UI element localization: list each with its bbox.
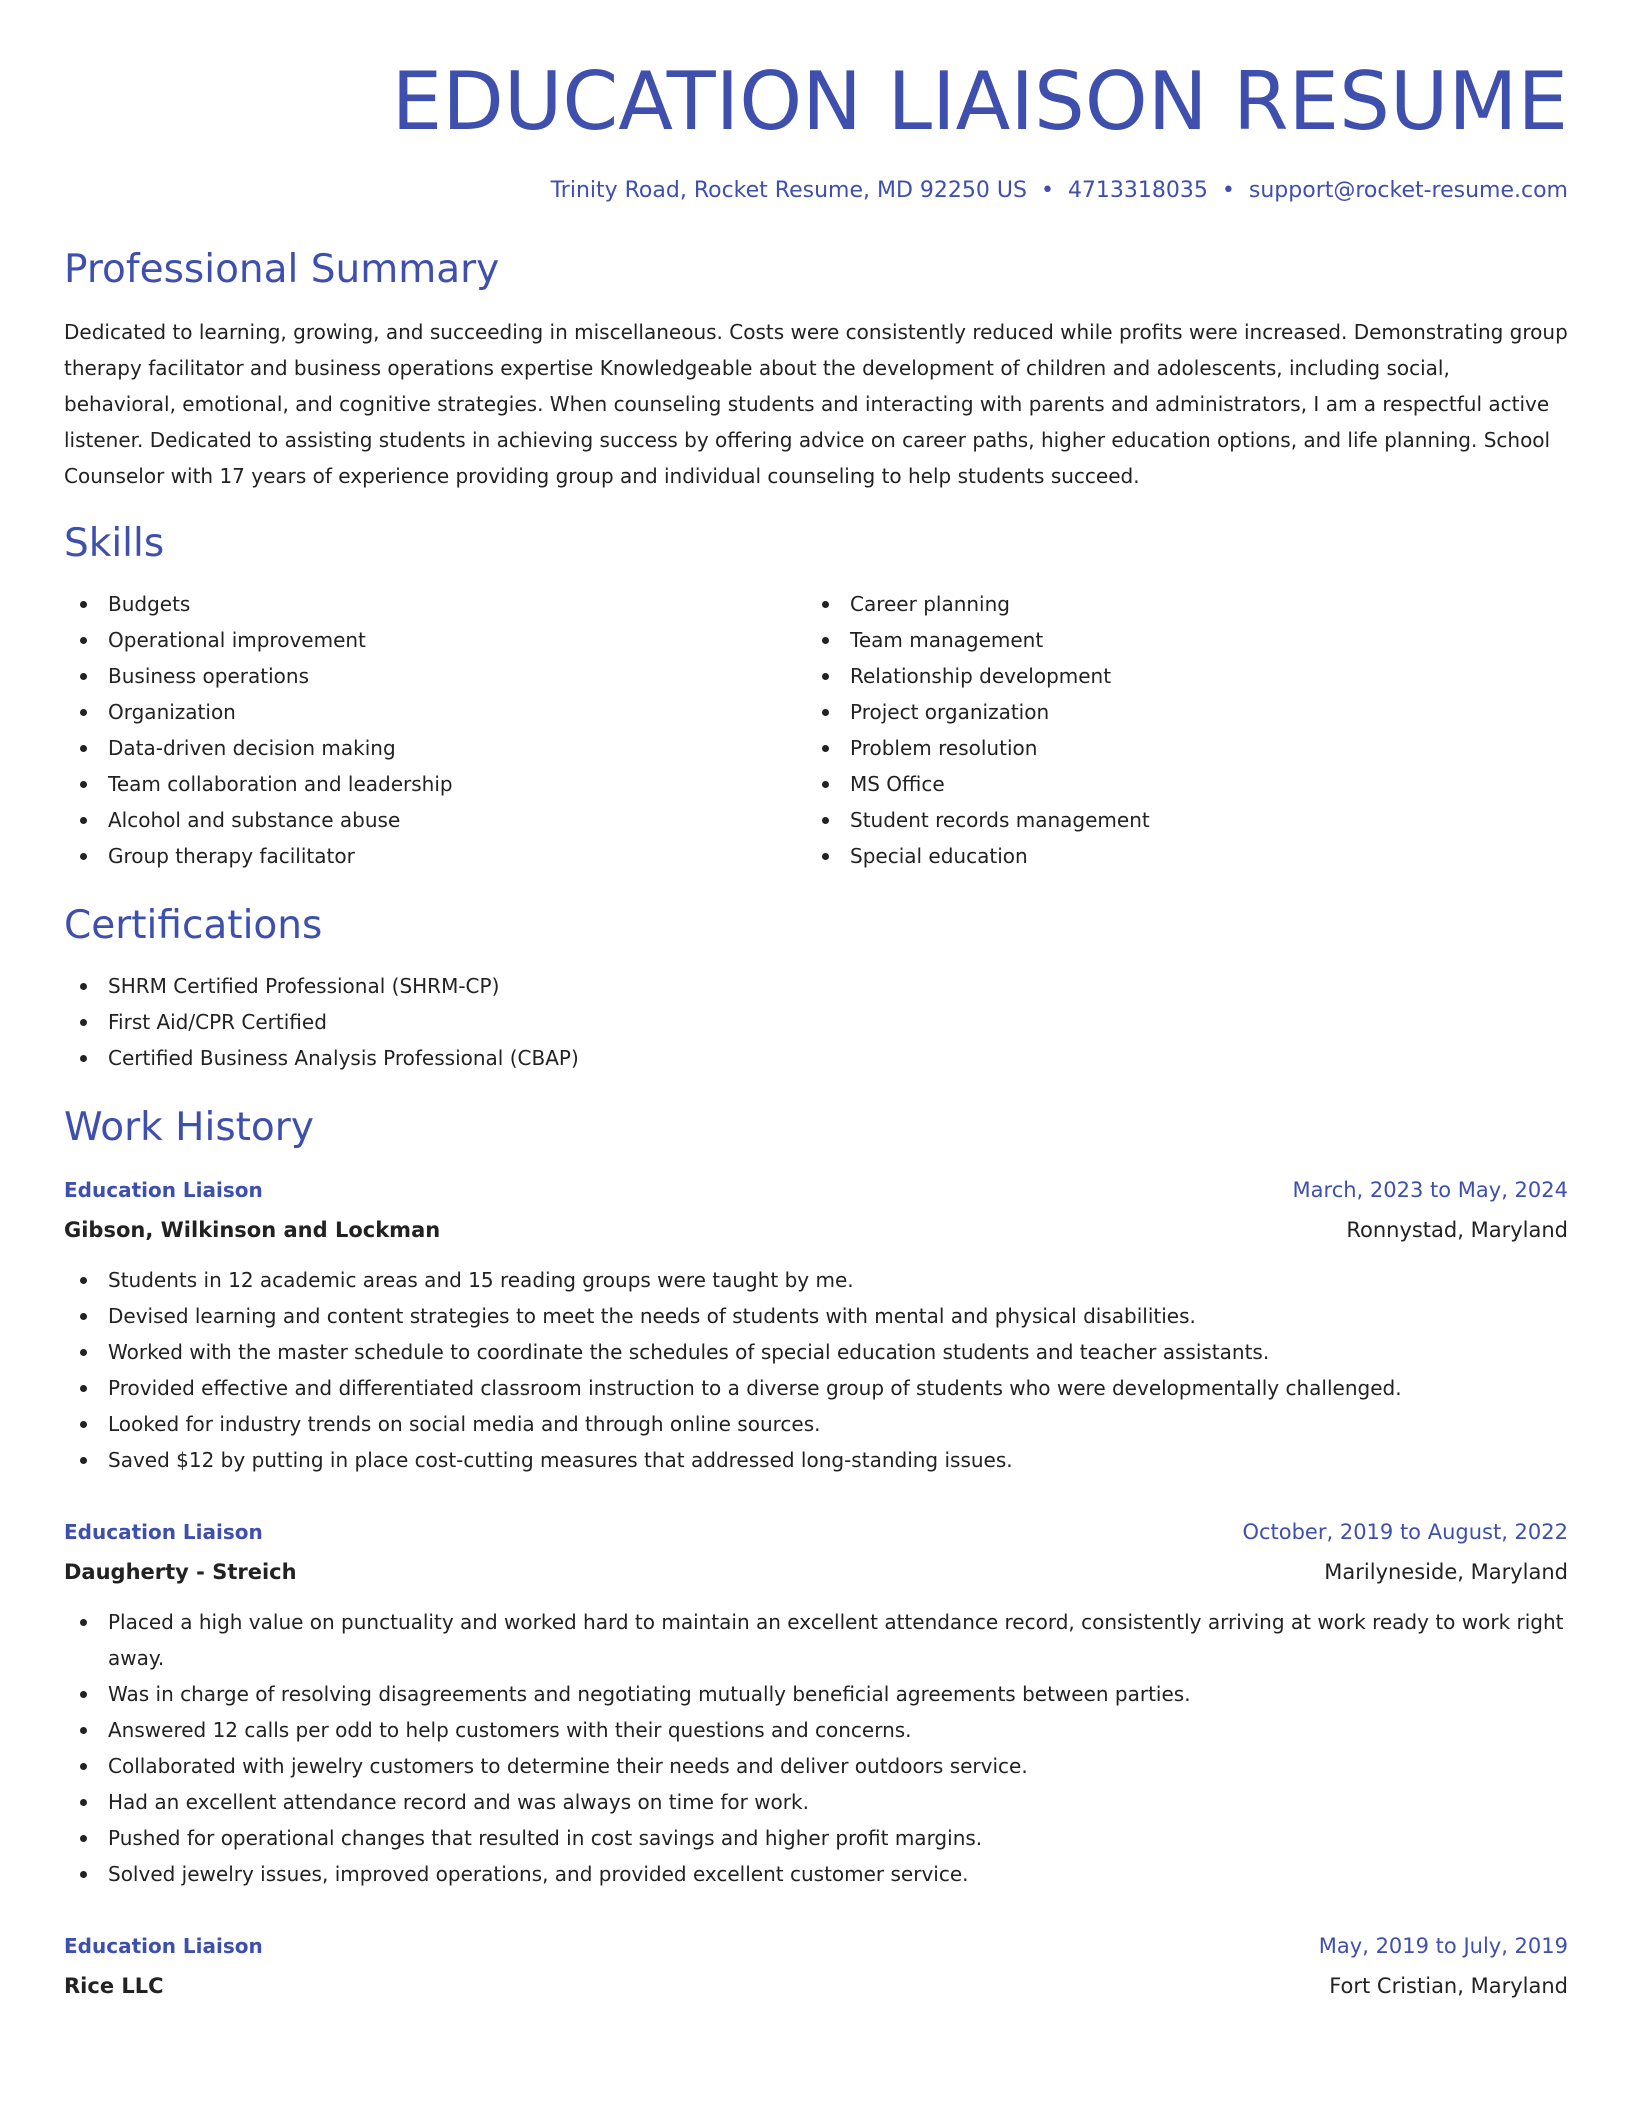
skill-item: Special education — [806, 838, 1548, 874]
skills-grid — [64, 586, 1568, 874]
job-bullet: Was in charge of resolving disagreements and negotiating mutually beneficial agreements between parties. — [64, 1676, 1568, 1712]
skill-item: Student records management — [806, 802, 1548, 838]
job-location: Fort Cristian, Maryland — [1329, 1974, 1568, 1998]
job-bullet: Provided effective and differentiated classroom instruction to a diverse group of students who were developmentally challenged. — [64, 1370, 1568, 1406]
contact-separator: • — [1221, 178, 1235, 203]
job-bullet: Students in 12 academic areas and 15 reading groups were taught by me. — [64, 1262, 1568, 1298]
job-bullets — [64, 1604, 1568, 1892]
certification-item: Certified Business Analysis Professional (CBAP) — [64, 1040, 1568, 1076]
job-company-row — [64, 1210, 1568, 1250]
certification-item: SHRM Certified Professional (SHRM-CP) — [64, 968, 1568, 1004]
job-location: Ronnystad, Maryland — [1346, 1218, 1568, 1242]
job-bullet: Collaborated with jewelry customers to determine their needs and deliver outdoors service. — [64, 1748, 1568, 1784]
job-bullet: Answered 12 calls per odd to help customers with their questions and concerns. — [64, 1712, 1568, 1748]
job-entry — [64, 1926, 1568, 2006]
job-entry — [64, 1170, 1568, 1478]
skill-item: Operational improvement — [64, 622, 806, 658]
job-location: Marilyneside, Maryland — [1324, 1560, 1568, 1584]
contact-address: Trinity Road, Rocket Resume, MD 92250 US — [550, 178, 1027, 203]
skill-item: Problem resolution — [806, 730, 1548, 766]
job-title: Education Liaison — [64, 1934, 263, 1958]
skill-item: MS Office — [806, 766, 1548, 802]
contact-email: support@rocket-resume.com — [1248, 178, 1568, 203]
job-dates: May, 2019 to July, 2019 — [1318, 1934, 1568, 1958]
certifications-list — [64, 968, 1568, 1076]
contact-line — [64, 176, 1568, 206]
job-bullet: Pushed for operational changes that resulted in cost savings and higher profit margins. — [64, 1820, 1568, 1856]
skill-item: Project organization — [806, 694, 1548, 730]
job-company: Rice LLC — [64, 1974, 164, 1998]
skills-right-column — [806, 586, 1548, 874]
job-bullet: Solved jewelry issues, improved operations, and provided excellent customer service. — [64, 1856, 1568, 1892]
skill-item: Organization — [64, 694, 806, 730]
job-title: Education Liaison — [64, 1520, 263, 1544]
job-entry — [64, 1512, 1568, 1892]
job-company: Daugherty - Streich — [64, 1560, 297, 1584]
resume-page — [64, 0, 1568, 2006]
job-bullet: Worked with the master schedule to coordinate the schedules of special education students and teacher assistants. — [64, 1334, 1568, 1370]
job-title-row — [64, 1512, 1568, 1552]
certification-item: First Aid/CPR Certified — [64, 1004, 1568, 1040]
contact-separator: • — [1040, 178, 1054, 203]
job-bullets — [64, 1262, 1568, 1478]
skill-item: Business operations — [64, 658, 806, 694]
skill-item: Relationship development — [806, 658, 1548, 694]
job-bullet: Devised learning and content strategies to meet the needs of students with mental and physical disabilities. — [64, 1298, 1568, 1334]
skill-item: Budgets — [64, 586, 806, 622]
work-history-heading: Work History — [64, 1105, 314, 1150]
job-title-row — [64, 1926, 1568, 1966]
job-dates: October, 2019 to August, 2022 — [1242, 1520, 1568, 1544]
skills-heading: Skills — [64, 521, 165, 566]
job-bullet: Looked for industry trends on social media and through online sources. — [64, 1406, 1568, 1442]
resume-name: EDUCATION LIAISON RESUME — [391, 55, 1568, 148]
skill-item: Group therapy facilitator — [64, 838, 806, 874]
skill-item: Alcohol and substance abuse — [64, 802, 806, 838]
skill-item: Team management — [806, 622, 1548, 658]
job-company: Gibson, Wilkinson and Lockman — [64, 1218, 441, 1242]
summary-text: Dedicated to learning, growing, and succeeding in miscellaneous. Costs were consistently reduced while profits were increased. Demonstrating group therapy facilitator and business operations expertise Knowledgeable about the development of children and adolescents, including social, behavioral, emotional, and cognitive strategies. When counseling students and interacting with parents and administrators, I am a respectful active listener. Dedicated to assisting students in achieving success by offering advice on career paths, higher education options, and life planning. School Counselor with 17 years of experience providing group and individual counseling to help students succeed. — [64, 320, 1568, 488]
job-title: Education Liaison — [64, 1178, 263, 1202]
certifications-heading: Certifications — [64, 903, 323, 948]
job-dates: March, 2023 to May, 2024 — [1292, 1178, 1568, 1202]
job-company-row — [64, 1966, 1568, 2006]
skill-item: Career planning — [806, 586, 1548, 622]
skill-item: Team collaboration and leadership — [64, 766, 806, 802]
contact-phone: 4713318035 — [1067, 178, 1208, 203]
job-bullet: Placed a high value on punctuality and worked hard to maintain an excellent attendance record, consistently arriving at work ready to work right away. — [64, 1604, 1568, 1676]
job-company-row — [64, 1552, 1568, 1592]
job-bullet: Saved $12 by putting in place cost-cutting measures that addressed long-standing issues. — [64, 1442, 1568, 1478]
skills-left-column — [64, 586, 806, 874]
job-title-row — [64, 1170, 1568, 1210]
skill-item: Data-driven decision making — [64, 730, 806, 766]
summary-heading: Professional Summary — [64, 247, 500, 292]
job-bullet: Had an excellent attendance record and was always on time for work. — [64, 1784, 1568, 1820]
